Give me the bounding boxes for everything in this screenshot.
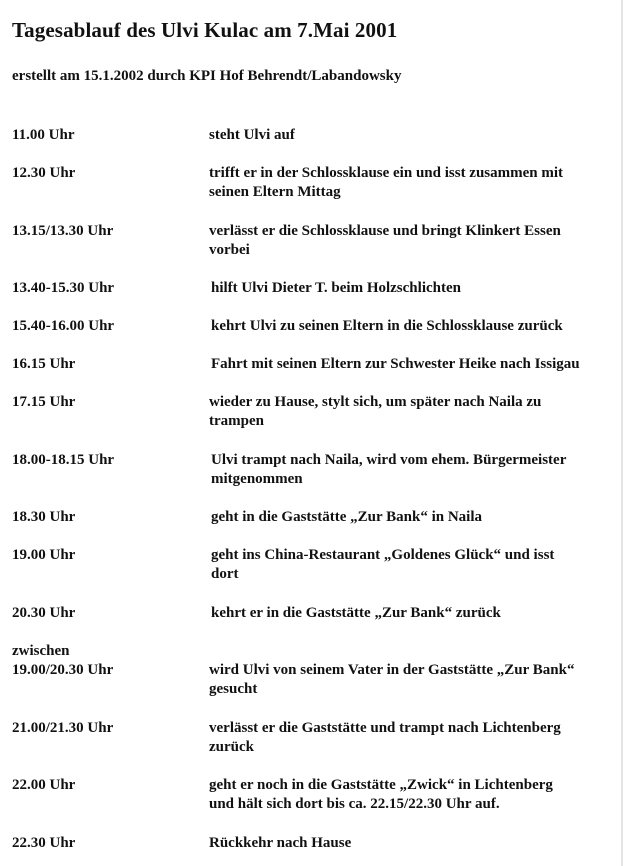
entry-description: geht ins China-Restaurant „Goldenes Glück“ und isst dort [211,547,555,582]
entry-time: 11.00 Uhr [12,127,75,143]
entry-description: wieder zu Hause, stylt sich, um später nach Naila zu trampen [209,394,542,429]
entry-description: trifft er in der Schlossklause ein und isst zusammen mit seinen Eltern Mittag [209,165,564,200]
entry-description: geht er noch in die Gaststätte „Zwick“ in Lichtenberg und hält sich dort bis ca. 22.15/22.30 Uhr auf. [209,777,553,812]
entry-description: Rückkehr nach Hause [209,835,352,851]
document-subtitle: erstellt am 15.1.2002 durch KPI Hof Behrendt/Labandowsky [12,68,402,84]
entry-description: Fahrt mit seinen Eltern zur Schwester Heike nach Issigau [211,356,580,372]
entry-description: Ulvi trampt nach Naila, wird vom ehem. Bürgermeister mitgenommen [211,452,567,487]
entry-time: 18.30 Uhr [12,509,76,525]
entry-time: 20.30 Uhr [12,605,76,621]
entry-description: verlässt er die Gaststätte und trampt nach Lichtenberg zurück [209,720,561,755]
entry-time: 22.30 Uhr [12,835,76,851]
entry-description: verlässt er die Schlossklause und bringt Klinkert Essen vorbei [209,223,561,258]
entry-description: steht Ulvi auf [209,127,295,143]
entry-time: zwischen 19.00/20.30 Uhr [12,643,114,678]
entry-time: 21.00/21.30 Uhr [12,720,114,736]
entry-time-prefix: zwischen [12,643,70,659]
entry-time: 13.15/13.30 Uhr [12,223,114,239]
entry-description: kehrt Ulvi zu seinen Eltern in die Schlossklause zurück [211,318,563,334]
entry-description: wird Ulvi von seinem Vater in der Gaststätte „Zur Bank“ gesucht [209,662,575,697]
entry-time: 18.00-18.15 Uhr [12,452,115,468]
page-title: Tagesablauf des Ulvi Kulac am 7.Mai 2001 [12,18,398,42]
entry-time: 19.00 Uhr [12,547,76,563]
entry-description: kehrt er in die Gaststätte „Zur Bank“ zurück [211,605,501,621]
entry-time: 16.15 Uhr [12,356,76,372]
entry-time: 13.40-15.30 Uhr [12,280,115,296]
entry-time: 17.15 Uhr [12,394,76,410]
entry-time: 22.00 Uhr [12,777,76,793]
entry-time: 15.40-16.00 Uhr [12,318,115,334]
entry-description: hilft Ulvi Dieter T. beim Holzschlichten [211,280,461,296]
entry-time: 12.30 Uhr [12,165,76,181]
entry-description: geht in die Gaststätte „Zur Bank“ in Naila [211,509,483,525]
